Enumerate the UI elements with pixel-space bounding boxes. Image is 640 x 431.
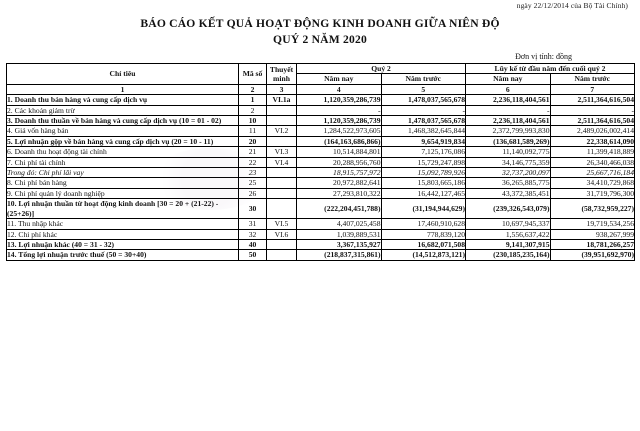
- row-cumulative-last-year: 938,267,999: [550, 229, 635, 239]
- row-note-ref: [267, 116, 297, 126]
- th-quarter-this-year: Năm nay: [297, 74, 382, 84]
- row-cumulative-last-year: 11,399,418,889: [550, 147, 635, 157]
- table-row: [7, 229, 635, 239]
- row-cumulative-last-year: 25,667,716,184: [550, 168, 635, 178]
- row-quarter-this-year: 4,407,025,458: [297, 219, 382, 229]
- row-note-ref: [267, 250, 297, 260]
- row-code: 25: [239, 178, 267, 188]
- row-quarter-this-year: 20,288,956,760: [297, 157, 382, 167]
- table-body: [7, 95, 635, 261]
- row-cumulative-last-year: 2,511,364,616,504: [550, 95, 635, 105]
- row-indicator-name: 13. Lợi nhuận khác (40 = 31 - 32): [7, 239, 239, 249]
- row-quarter-this-year: 1,120,359,286,739: [297, 95, 382, 105]
- row-quarter-this-year: 27,293,810,322: [297, 188, 382, 198]
- colnum-1: 1: [7, 84, 239, 94]
- row-code: 40: [239, 239, 267, 249]
- row-quarter-this-year: 1,039,889,531: [297, 229, 382, 239]
- th-code: Mã số: [239, 64, 267, 85]
- table-row: [7, 219, 635, 229]
- row-cumulative-this-year: 2,372,799,993,830: [466, 126, 551, 136]
- row-cumulative-last-year: 34,410,729,868: [550, 178, 635, 188]
- row-note-ref: VI.3: [267, 147, 297, 157]
- row-quarter-this-year: 10,514,884,801: [297, 147, 382, 157]
- table-row: [7, 178, 635, 188]
- header-row-numbering: [7, 84, 635, 94]
- row-code: 20: [239, 136, 267, 146]
- row-code: 30: [239, 199, 267, 219]
- row-cumulative-this-year: -: [466, 105, 551, 115]
- row-cumulative-this-year: 34,146,775,359: [466, 157, 551, 167]
- th-group-cumulative: Lũy kế từ đầu năm đến cuối quý 2: [466, 64, 635, 74]
- row-quarter-last-year: (14,512,873,121): [381, 250, 466, 260]
- row-quarter-last-year: -: [381, 105, 466, 115]
- row-indicator-name: 9. Chi phí quản lý doanh nghiệp: [7, 188, 239, 198]
- colnum-7: 7: [550, 84, 635, 94]
- row-code: 2: [239, 105, 267, 115]
- row-cumulative-this-year: 1,556,637,422: [466, 229, 551, 239]
- row-cumulative-this-year: (136,681,589,269): [466, 136, 551, 146]
- row-cumulative-last-year: 2,511,364,616,504: [550, 116, 635, 126]
- table-row: [7, 199, 635, 219]
- row-cumulative-this-year: 10,697,945,337: [466, 219, 551, 229]
- th-note: Thuyết minh: [267, 64, 297, 85]
- colnum-4: 4: [297, 84, 382, 94]
- row-quarter-this-year: 18,915,757,972: [297, 168, 382, 178]
- table-row: [7, 116, 635, 126]
- row-quarter-this-year: (222,204,451,788): [297, 199, 382, 219]
- row-note-ref: VI.4: [267, 157, 297, 167]
- table-row: [7, 157, 635, 167]
- colnum-5: 5: [381, 84, 466, 94]
- colnum-3: 3: [267, 84, 297, 94]
- row-cumulative-this-year: 36,265,885,775: [466, 178, 551, 188]
- row-cumulative-last-year: 19,719,534,256: [550, 219, 635, 229]
- row-note-ref: [267, 239, 297, 249]
- th-group-quarter: Quý 2: [297, 64, 466, 74]
- row-indicator-name: 14. Tổng lợi nhuận trước thuế (50 = 30+40): [7, 250, 239, 260]
- row-quarter-this-year: (164,163,686,866): [297, 136, 382, 146]
- row-cumulative-last-year: -: [550, 105, 635, 115]
- row-quarter-last-year: (31,194,944,629): [381, 199, 466, 219]
- row-quarter-last-year: 1,468,382,645,844: [381, 126, 466, 136]
- income-statement-table: [6, 63, 635, 261]
- row-quarter-this-year: (218,837,315,861): [297, 250, 382, 260]
- row-quarter-last-year: 9,654,919,834: [381, 136, 466, 146]
- row-quarter-this-year: 3,367,135,927: [297, 239, 382, 249]
- row-cumulative-this-year: 11,140,092,775: [466, 147, 551, 157]
- table-row: [7, 126, 635, 136]
- row-cumulative-last-year: 22,338,614,090: [550, 136, 635, 146]
- header-row-groups: [7, 64, 635, 74]
- th-indicator: Chỉ tiêu: [7, 64, 239, 85]
- row-note-ref: VI.1a: [267, 95, 297, 105]
- row-indicator-name: 11. Thu nhập khác: [7, 219, 239, 229]
- row-note-ref: [267, 168, 297, 178]
- row-indicator-name: Trong đó: Chi phí lãi vay: [7, 168, 239, 178]
- row-note-ref: [267, 105, 297, 115]
- row-cumulative-last-year: 2,489,026,002,414: [550, 126, 635, 136]
- row-cumulative-last-year: 18,781,266,257: [550, 239, 635, 249]
- row-indicator-name: 6. Doanh thu hoạt động tài chính: [7, 147, 239, 157]
- row-quarter-last-year: 15,092,789,926: [381, 168, 466, 178]
- row-code: 11: [239, 126, 267, 136]
- row-code: 22: [239, 157, 267, 167]
- row-code: 10: [239, 116, 267, 126]
- row-cumulative-this-year: 32,737,200,097: [466, 168, 551, 178]
- row-cumulative-this-year: 43,372,385,451: [466, 188, 551, 198]
- row-cumulative-this-year: 9,141,307,915: [466, 239, 551, 249]
- row-note-ref: [267, 188, 297, 198]
- row-quarter-last-year: 16,442,127,465: [381, 188, 466, 198]
- table-row: [7, 95, 635, 105]
- table-row: [7, 147, 635, 157]
- row-quarter-this-year: 1,120,359,286,739: [297, 116, 382, 126]
- row-indicator-name: 4. Giá vốn hàng bán: [7, 126, 239, 136]
- th-cumulative-this-year: Năm nay: [466, 74, 551, 84]
- row-quarter-last-year: 16,682,071,508: [381, 239, 466, 249]
- table-row: [7, 168, 635, 178]
- row-code: 31: [239, 219, 267, 229]
- row-code: 32: [239, 229, 267, 239]
- colnum-6: 6: [466, 84, 551, 94]
- row-cumulative-this-year: 2,236,118,404,561: [466, 95, 551, 105]
- row-quarter-last-year: 7,125,176,086: [381, 147, 466, 157]
- row-indicator-name: 2. Các khoản giảm trừ: [7, 105, 239, 115]
- circular-reference-note: ngày 22/12/2014 của Bộ Tài Chính): [516, 1, 628, 10]
- th-cumulative-last-year: Năm trước: [550, 74, 635, 84]
- colnum-2: 2: [239, 84, 267, 94]
- table-row: [7, 250, 635, 260]
- row-code: 21: [239, 147, 267, 157]
- row-quarter-last-year: 1,478,037,565,678: [381, 95, 466, 105]
- row-indicator-name: 3. Doanh thu thuần về bán hàng và cung cấp dịch vụ (10 = 01 - 02): [7, 116, 239, 126]
- row-quarter-this-year: -: [297, 105, 382, 115]
- row-quarter-last-year: 15,729,247,898: [381, 157, 466, 167]
- row-quarter-last-year: 778,839,120: [381, 229, 466, 239]
- row-indicator-name: 1. Doanh thu bán hàng và cung cấp dịch vụ: [7, 95, 239, 105]
- table-row: [7, 239, 635, 249]
- row-indicator-name: 12. Chi phí khác: [7, 229, 239, 239]
- row-indicator-name: 10. Lợi nhuận thuần từ hoạt động kinh doanh [30 = 20 + (21-22) - (25+26)]: [7, 199, 239, 219]
- row-cumulative-last-year: 26,340,466,038: [550, 157, 635, 167]
- row-quarter-this-year: 20,972,882,641: [297, 178, 382, 188]
- row-quarter-last-year: 17,460,910,628: [381, 219, 466, 229]
- row-cumulative-last-year: 31,719,796,300: [550, 188, 635, 198]
- table-row: [7, 188, 635, 198]
- row-note-ref: [267, 178, 297, 188]
- row-cumulative-this-year: (239,326,543,079): [466, 199, 551, 219]
- row-code: 1: [239, 95, 267, 105]
- row-note-ref: VI.6: [267, 229, 297, 239]
- row-note-ref: [267, 199, 297, 219]
- document-subtitle: QUÝ 2 NĂM 2020: [273, 33, 367, 46]
- row-code: 50: [239, 250, 267, 260]
- row-quarter-last-year: 15,803,665,186: [381, 178, 466, 188]
- row-indicator-name: 5. Lợi nhuận gộp về bán hàng và cung cấp dịch vụ (20 = 10 - 11): [7, 136, 239, 146]
- row-quarter-this-year: 1,284,522,973,605: [297, 126, 382, 136]
- row-note-ref: [267, 136, 297, 146]
- document-title: BÁO CÁO KẾT QUẢ HOẠT ĐỘNG KINH DOANH GIỮA NIÊN ĐỘ: [140, 17, 500, 30]
- row-code: 23: [239, 168, 267, 178]
- th-quarter-last-year: Năm trước: [381, 74, 466, 84]
- row-note-ref: VI.2: [267, 126, 297, 136]
- row-note-ref: VI.5: [267, 219, 297, 229]
- row-cumulative-last-year: (58,732,959,227): [550, 199, 635, 219]
- row-cumulative-last-year: (39,951,692,970): [550, 250, 635, 260]
- row-code: 26: [239, 188, 267, 198]
- currency-unit-label: Đơn vị tính: đồng: [515, 52, 572, 61]
- table-row: [7, 105, 635, 115]
- row-quarter-last-year: 1,478,037,565,678: [381, 116, 466, 126]
- row-cumulative-this-year: 2,236,118,404,561: [466, 116, 551, 126]
- row-cumulative-this-year: (230,185,235,164): [466, 250, 551, 260]
- row-indicator-name: 8. Chi phí bán hàng: [7, 178, 239, 188]
- table-row: [7, 136, 635, 146]
- table-header: [7, 64, 635, 95]
- row-indicator-name: 7. Chi phí tài chính: [7, 157, 239, 167]
